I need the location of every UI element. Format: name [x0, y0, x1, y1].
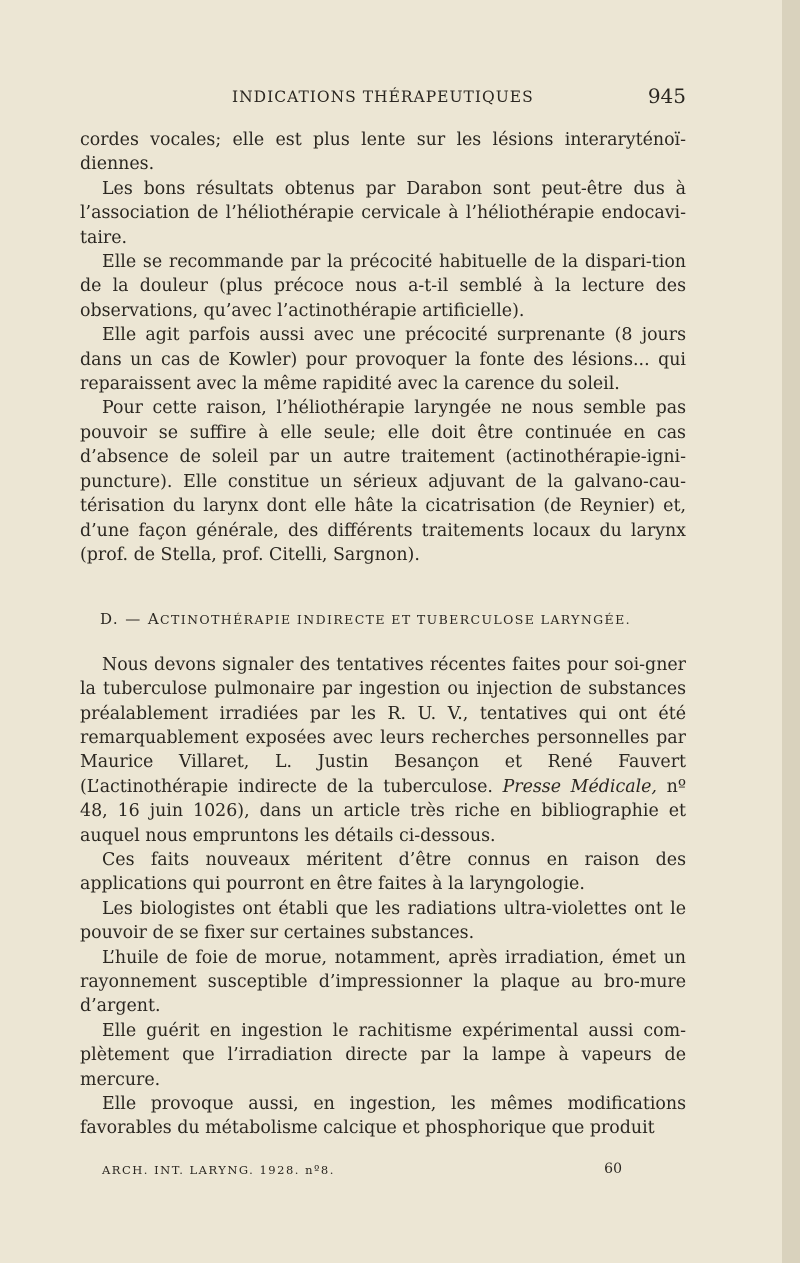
paragraph-text: Nous devons signaler des tentatives récentes faites pour soi-gner la tuberculose pulmonaire par ingestion ou injection de substances préalablement irradiées par les R. U. V., tentatives qui ont été remarquablement exposées avec leurs recherches personnelles par Maurice Villaret, L. Justin Besançon et René Fauvert (L’actinothérapie indirecte de la tuberculose.	[80, 654, 686, 797]
paragraph: Elle guérit en ingestion le rachitisme expérimental aussi com-plètement que l’irradiation directe par la lampe à vapeurs de mercure.	[80, 1020, 686, 1090]
footer-citation: ARCH. INT. LARYNG. 1928. nº8.	[102, 1163, 335, 1177]
section-title-rest: CTINOTHÉRAPIE INDIRECTE ET TUBERCULOSE LARYNGÉE.	[160, 612, 631, 628]
paragraph: cordes vocales; elle est plus lente sur les lésions interaryténoï-diennes.	[80, 130, 686, 175]
paragraph: L’huile de foie de morue, notamment, après irradiation, émet un rayonnement susceptible d’impressionner la plaque au bro-mure d’argent.	[80, 947, 686, 1017]
section-heading	[100, 607, 686, 632]
page-number: 945	[647, 84, 686, 108]
paragraph: Les biologistes ont établi que les radiations ultra-violettes ont le pouvoir de se fixer sur certaines substances.	[80, 898, 686, 944]
signature-mark: 60	[604, 1161, 622, 1177]
journal-title: Presse Médicale,	[502, 776, 657, 797]
running-title: INDICATIONS THÉRAPEUTIQUES	[232, 88, 534, 106]
section-title-initial: A	[147, 610, 161, 629]
paragraph: Ces faits nouveaux méritent d’être connus en raison des applications qui pourront en être faites à la laryngologie.	[80, 849, 686, 895]
paragraph-text: nº 48, 16 juin 1026), dans un article très riche en bibliographie et auquel nous empruntons les détails ci-dessous.	[80, 776, 687, 846]
page-edge	[782, 0, 800, 1263]
paragraph: Elle se recommande par la précocité habituelle de la dispari-tion de la douleur (plus précoce nous a-t-il semblé à la lecture des observations, qu’avec l’actinothérapie artificielle).	[80, 252, 686, 321]
paragraph: Elle agit parfois aussi avec une précocité surprenante (8 jours dans un cas de Kowler) pour provoquer la fonte des lésions... qui reparaissent avec la même rapidité avec la carence du soleil.	[80, 325, 686, 395]
paragraph	[80, 653, 686, 848]
paragraph: Pour cette raison, l’héliothérapie laryngée ne nous semble pas pouvoir se suffire à elle seule; elle doit être continuée en cas d’absence de soleil par un autre traitement (actinothérapie-igni-puncture). Elle constitue un sérieux adjuvant de la galvano-cau-térisation du larynx dont elle hâte la cicatrisation (de Reynier) et, d’une façon générale, des différents traitements locaux du larynx (prof. de Stella, prof. Citelli, Sargnon).	[80, 398, 686, 565]
body-text	[80, 128, 686, 1141]
section-letter: D. —	[100, 610, 142, 629]
page-footer	[102, 1163, 622, 1177]
paragraph: Les bons résultats obtenus par Darabon sont peut-être dus à l’association de l’héliothérapie cervicale à l’héliothérapie endocavi-taire.	[80, 178, 686, 248]
paragraph: Elle provoque aussi, en ingestion, les mêmes modifications favorables du métabolisme calcique et phosphorique que produit	[80, 1094, 686, 1139]
